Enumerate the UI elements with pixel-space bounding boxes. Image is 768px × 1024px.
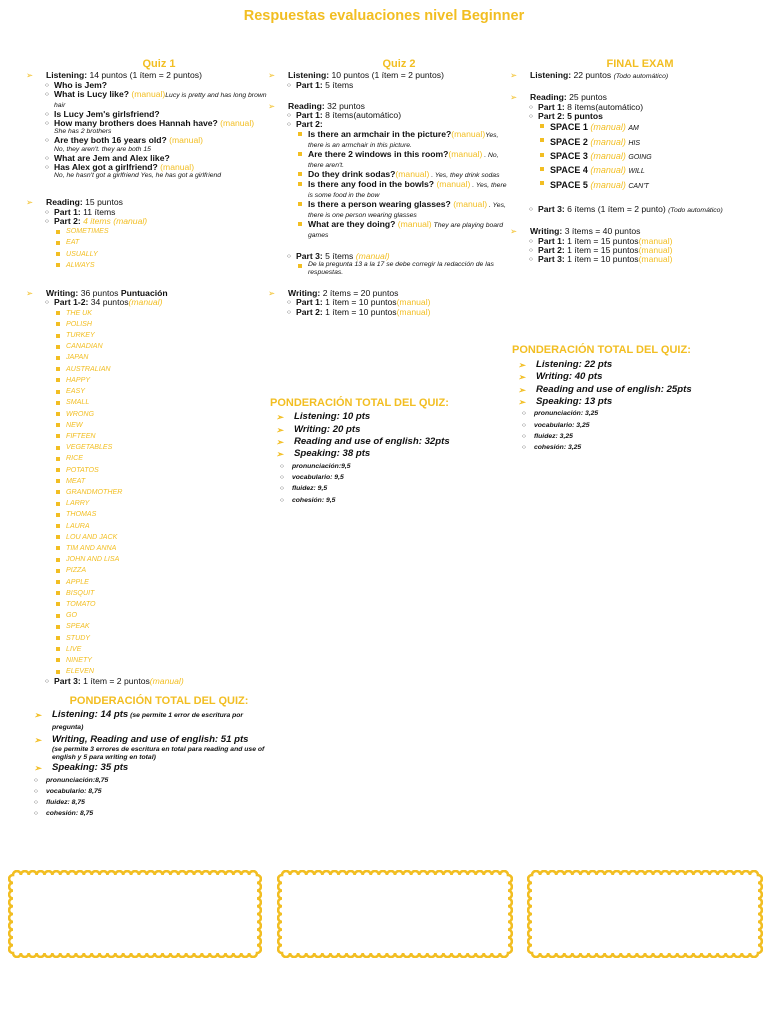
ponderacion-item [276,423,510,436]
space-label: SPACE 2 [550,136,588,147]
arrowhead-icon: ➢ [34,709,42,720]
question-item [288,150,510,170]
quiz2-writing-part2: ○ Part 2: 1 ítem = 10 puntos(manual) [288,308,510,317]
page-title: Respuestas evaluaciones nivel Beginner [243,8,525,24]
final-ponderacion-list [518,358,750,409]
answer-text: . No, there aren't. [308,151,499,169]
quiz2-part3-note: De la pregunta 13 a la 17 se debe corregir la redacción de las respuestas. [288,261,510,277]
answer-text: Yes, there is an armchair in this picture. [308,131,499,149]
writing-part [530,255,750,264]
quiz1-pond-speaking: ➢ Speaking: 35 pts [34,762,129,774]
ponderacion-text: Reading and use of english: 25pts [536,383,692,395]
speaking-criterion: ○ fluidez: 8,75 [34,797,272,808]
arrowhead-icon: ➢ [268,70,276,81]
quiz2-speaking-breakdown [280,461,510,506]
list-item [46,136,272,153]
quiz1-pond-writing: ➢ Writing, Reading and use of english: 51 pts [34,733,249,745]
answer-item: TOMATO [46,599,272,610]
final-writing: ➢ Writing: 3 ítems = 40 puntos [510,226,641,237]
final-speaking-breakdown [522,408,750,453]
question-text: Who is Jem? [54,79,108,90]
answer-item: JOHN AND LISA [46,554,272,565]
ponderacion-item [518,383,750,396]
space-label: SPACE 3 [550,151,588,161]
answer-item: RICE [46,453,272,464]
answer-text: . Yes, there is some food in the bow [308,181,507,199]
space-answer: CAN'T [628,182,649,190]
arrowhead-icon: ➢ [26,288,34,299]
speaking-criterion: ○ vocabulario: 8,75 [34,786,272,797]
arrowhead-icon: ➢ [268,288,276,299]
quiz2-reading-part2: ○ Part 2: [288,120,510,129]
manual-tag: (manual) [128,88,166,99]
manual-tag: (manual) [217,118,255,129]
final-reading: ➢ Reading: 25 puntos [510,92,607,103]
manual-tag: (manual) [166,135,204,146]
quiz1-writing: ➢ Writing: 36 puntos Puntuación [26,288,168,299]
answer-item: GRANDMOTHER [46,487,272,498]
arrowhead-icon: ➢ [510,226,518,237]
speaking-criterion: ○ cohesión: 8,75 [34,808,272,819]
question-text: What are Jem and Alex like? [54,152,170,163]
arrowhead-icon: ➢ [276,449,284,460]
part-text: 1 ítem = 15 puntos [564,235,639,246]
answer-item: BISQUIT [46,588,272,599]
ponderacion-text: Speaking: 38 pts [294,448,371,460]
quiz1-writing-part3: ○ Part 3: 1 ítem = 2 puntos(manual) [46,677,272,686]
question-item [288,220,510,240]
final-ponderacion-title: PONDERACIÓN TOTAL DEL QUIZ: [512,344,691,357]
manual-tag: (manual) [451,128,486,139]
manual-tag: (manual) [587,136,629,147]
question-item [288,200,510,220]
arrowhead-icon: ➢ [276,412,284,423]
final-reading-part1: ○ Part 1: 8 ítems(automático) [530,103,750,112]
quiz1-reading-part2: ○ Part 2: 4 items (manual) [46,217,272,226]
space-item [530,179,750,193]
part-label: Part 1: [538,235,565,246]
quiz1-pond-listening: ➢ Listening: 14 pts (se permite 1 error de escritura por pregunta) [34,708,244,732]
question-text: What are they doing? [308,218,396,229]
answer-item: CANADIAN [46,341,272,352]
space-answer: AM [628,125,639,133]
answer-item: APPLE [46,577,272,588]
answer-item: SOMETIMES [46,226,272,237]
quiz2-title: Quiz 2 [382,58,416,70]
manual-tag: (manual) [638,235,673,246]
speaking-criterion: ○ cohesión: 3,25 [522,442,750,453]
answer-item: MEAT [46,476,272,487]
speaking-criterion: ○ cohesión: 9,5 [280,495,510,506]
quiz2-writing: ➢ Writing: 2 ítems = 20 puntos [268,288,399,299]
answer-item: NEW [46,420,272,431]
answer-item: WRONG [46,409,272,420]
manual-tag: (manual) [587,151,629,161]
answer-item: SMALL [46,397,272,408]
answer-item: JAPAN [46,352,272,363]
answer-item: ALWAYS [46,260,272,271]
final-column [510,58,750,453]
answer-text: . Yes, they drink sodas [429,171,500,179]
final-reading-part2: ○ Part 2: 5 puntos [530,112,750,121]
answer-item: LIVE [46,644,272,655]
manual-tag: (manual) [448,148,483,159]
ponderacion-item [276,411,510,423]
space-label: SPACE 5 [550,179,588,190]
space-label: SPACE 4 [550,165,588,176]
answer-item: HAPPY [46,375,272,386]
answer-item: USUALLY [46,249,272,260]
ponderacion-text: Listening: 22 pts [536,358,613,370]
final-spaces [530,121,750,193]
quiz2-reading-part3: ○ Part 3: 5 ítems (manual) [288,252,510,261]
question-text: Are there 2 windows in this room? [308,148,449,159]
arrowhead-icon: ➢ [518,384,526,395]
answer-text: No, he hasn't got a girlfriend Yes, he has got a girlfriend [54,172,222,180]
quiz1-pond-writing-note: (se permite 3 errores de escritura en total para reading and use of english y 5 para writing en total) [52,746,265,762]
question-text: How many brothers does Hannah have? [54,118,218,129]
quiz1-listening-items [46,81,272,181]
quiz2-column [268,58,510,506]
manual-tag: (manual) [638,244,673,255]
scalloped-frame-left [8,870,262,958]
manual-tag: (manual) [395,168,430,179]
scalloped-frame-right [527,870,763,958]
answer-item: LARRY [46,498,272,509]
arrowhead-icon: ➢ [34,734,42,745]
manual-tag: (manual) [587,165,629,176]
answer-item: TURKEY [46,330,272,341]
arrowhead-icon: ➢ [34,763,42,774]
space-item [530,150,750,164]
arrowhead-icon: ➢ [510,92,518,103]
answer-item: GO [46,610,272,621]
question-text: Is there any food in the bowls? [308,178,435,189]
answer-item: NINETY [46,655,272,666]
answer-text: She has 2 brothers [54,128,112,136]
answer-text: Lucy is pretty and has long brown hair [54,91,267,109]
speaking-criterion: ○ pronunciación: 3,25 [522,408,750,419]
arrowhead-icon: ➢ [510,70,518,81]
ponderacion-text: Listening: 10 pts [294,411,371,423]
space-answer: WILL [628,168,645,176]
answer-item: THE UK [46,308,272,319]
manual-tag: (manual) [157,162,195,173]
question-text: Do they drink sodas? [308,168,396,179]
arrowhead-icon: ➢ [518,359,526,370]
part-text: 1 ítem = 10 puntos [564,254,639,265]
answer-text: They are playing board games [308,221,504,239]
ponderacion-item [518,371,750,383]
speaking-criterion: ○ fluidez: 3,25 [522,431,750,442]
list-item [46,90,272,110]
ponderacion-item [276,448,510,460]
question-item [288,130,510,150]
part-label: Part 2: [538,244,565,255]
quiz2-listening-part1: ○ Part 1: 5 ítems [288,81,510,90]
answer-item: POLISH [46,319,272,330]
answer-item: LAURA [46,521,272,532]
manual-tag: (manual) [450,198,488,209]
answer-item: STUDY [46,633,272,644]
final-listening: ➢ Listening: 22 puntos (Todo automático) [510,70,669,81]
scalloped-border-shape [8,870,262,958]
manual-tag: (manual) [587,179,629,190]
arrowhead-icon: ➢ [518,396,526,407]
manual-tag: (manual) [434,178,471,189]
ponderacion-text: Reading and use of english: 32pts [294,436,450,448]
answer-item: PIZZA [46,565,272,576]
arrowhead-icon: ➢ [276,437,284,448]
quiz1-part2-answers [46,226,272,271]
question-text: Is there an armchair in the picture? [308,128,452,139]
question-text: Is there a person wearing glasses? [308,198,451,209]
space-item [530,164,750,178]
answer-item: VEGETABLES [46,442,272,453]
scalloped-border-shape [277,870,513,958]
ponderacion-item [518,358,750,371]
question-text: Is Lucy Jem's girlsfriend? [54,108,160,119]
speaking-criterion: ○ fluidez: 9,5 [280,483,510,494]
space-label: SPACE 1 [550,122,588,133]
ponderacion-text: Speaking: 13 pts [536,395,613,407]
quiz2-listening: ➢ Listening: 10 puntos (1 ítem = 2 puntos) [268,70,444,81]
answer-item: FIFTEEN [46,431,272,442]
quiz1-writing-part12: ○ Part 1-2: 34 puntos(manual) [46,298,272,307]
part-text: 1 ítem = 15 puntos [564,244,639,255]
scalloped-frame-middle [277,870,513,958]
manual-tag: (manual) [395,218,432,229]
answer-item: THOMAS [46,509,272,520]
answer-item: EASY [46,386,272,397]
final-writing-parts [530,237,750,265]
quiz1-reading: ➢ Reading: 15 puntos [26,197,123,208]
quiz2-writing-part1: ○ Part 1: 1 ítem = 10 puntos(manual) [288,298,510,307]
final-title: FINAL EXAM [606,58,674,70]
ponderacion-text: Writing: 20 pts [294,423,361,435]
ponderacion-text: Writing: 40 pts [536,371,603,383]
arrowhead-icon: ➢ [268,100,276,111]
space-item [530,136,750,150]
speaking-criterion: ○ vocabulario: 3,25 [522,420,750,431]
arrowhead-icon: ➢ [26,197,34,208]
question-text: What is Lucy like? [54,88,129,99]
quiz1-title: Quiz 1 [142,58,176,70]
manual-tag: (manual) [587,122,629,133]
answer-item: TIM AND ANNA [46,543,272,554]
question-text: Has Alex got a girlfriend? [54,162,158,173]
speaking-criterion: ○ pronunciación:8,75 [34,775,272,786]
space-answer: HIS [628,139,641,147]
scalloped-border-path [278,871,512,957]
scalloped-border-shape [527,870,763,958]
scalloped-border-path [9,871,261,957]
quiz2-reading: ➢ Reading: 32 puntos [268,100,365,111]
final-reading-part3: ○ Part 3: 6 ítems (1 ítem = 2 punto) (Todo automático) [530,205,750,215]
answer-item: SPEAK [46,621,272,632]
space-answer: GOING [628,154,652,161]
quiz2-ponderacion-title: PONDERACIÓN TOTAL DEL QUIZ: [270,396,449,409]
list-item [46,119,272,136]
quiz1-speaking-breakdown [34,775,272,820]
part-label: Part 3: [538,254,565,265]
scalloped-border-path [528,871,762,957]
quiz2-part2-questions [288,130,510,240]
answer-item: LOU AND JACK [46,532,272,543]
quiz1-reading-part1: ○ Part 1: 11 ítems [46,208,272,217]
ponderacion-item [518,395,750,408]
ponderacion-item [276,436,510,448]
space-item [530,121,750,135]
speaking-criterion: ○ vocabulario: 9,5 [280,472,510,483]
question-text: Are they both 16 years old? [54,135,167,146]
quiz2-reading-part1: ○ Part 1: 8 ítems(automático) [288,111,510,120]
quiz1-listening: ➢ Listening: 14 puntos (1 ítem = 2 puntos) [26,70,202,81]
list-item [46,163,272,180]
quiz1-writing-answers [46,308,272,678]
answer-item: AUSTRALIAN [46,364,272,375]
answer-item: POTATOS [46,465,272,476]
question-item [288,180,510,200]
answer-item: ELEVEN [46,666,272,677]
quiz2-ponderacion-list [276,411,510,461]
arrowhead-icon: ➢ [26,70,34,81]
manual-tag: (manual) [638,254,673,265]
answer-text: No, they aren't. they are both 15 [54,145,151,153]
quiz1-ponderacion-title: PONDERACIÓN TOTAL DEL QUIZ: [69,694,249,707]
answer-item: EAT [46,237,272,248]
quiz1-column [26,58,272,819]
answer-text: . Yes, there is one person wearing glasses [308,201,506,219]
arrowhead-icon: ➢ [518,372,526,383]
speaking-criterion: ○ pronunciación:9,5 [280,461,510,472]
arrowhead-icon: ➢ [276,424,284,435]
